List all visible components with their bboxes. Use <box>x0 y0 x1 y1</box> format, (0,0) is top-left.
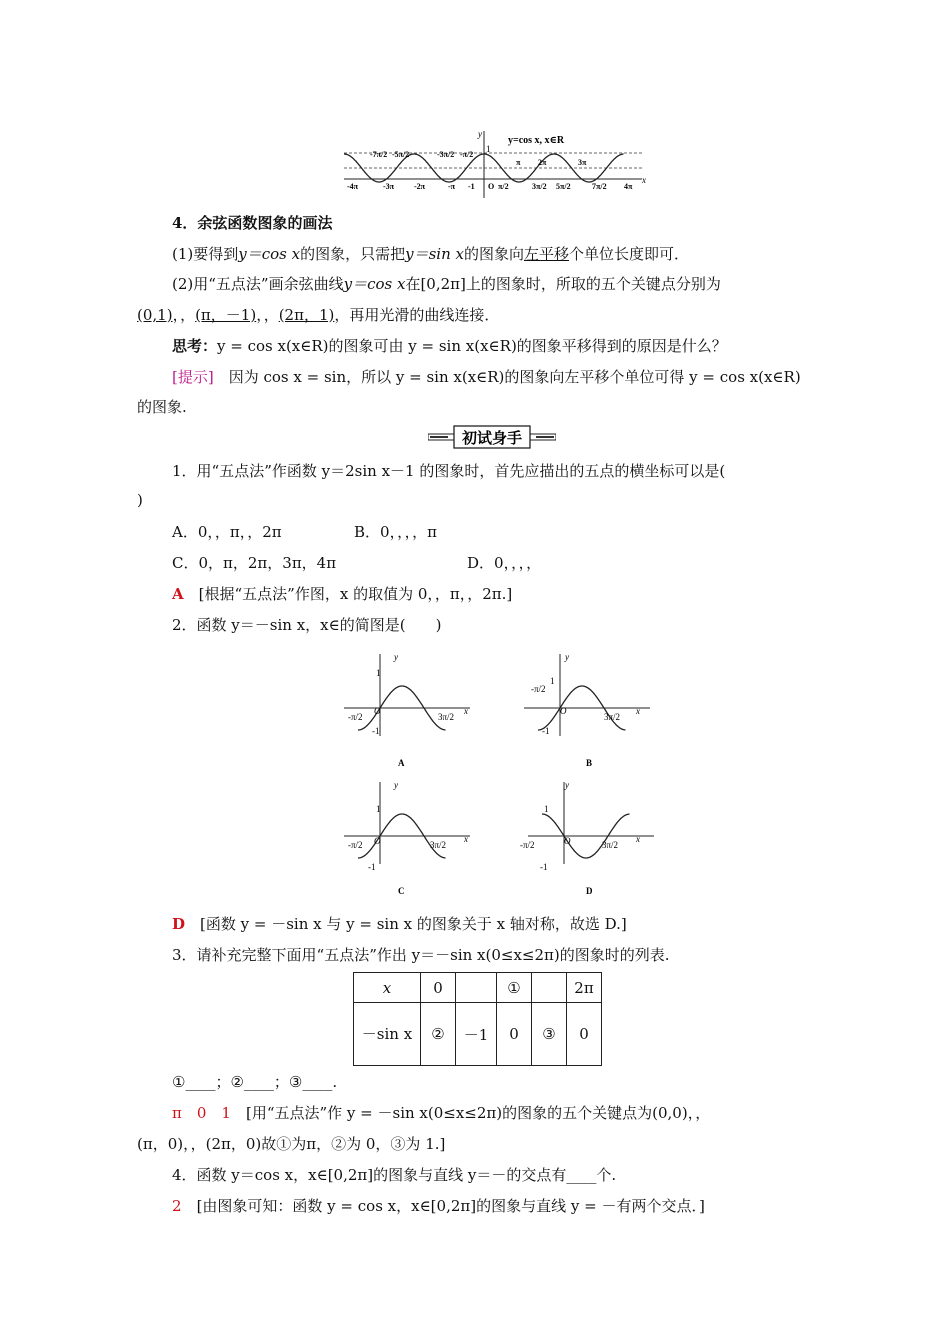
bottom-tick: 5π/2 <box>556 182 571 191</box>
q1-answer: A [根据“五点法”作图，x 的取值为 0，，π，，2π.] <box>172 585 513 603</box>
graph-d-three-pi-half: 3π/2 <box>602 840 619 850</box>
table-cell <box>456 973 497 1003</box>
q3-blanks: ①____；②____；③____. <box>172 1073 338 1091</box>
x-axis-label: x <box>642 175 646 185</box>
graph-c-three-pi-half: 3π/2 <box>430 840 447 850</box>
table-cell: ① <box>497 973 532 1003</box>
graph-c-one: 1 <box>376 804 381 814</box>
graph-c-y-label: y <box>394 780 398 790</box>
bottom-tick: -1 <box>468 182 475 191</box>
graph-d-neg-pi-half: -π/2 <box>520 840 535 850</box>
q2-stem: 2．函数 y＝－sin x，x∈的简图是( ) <box>172 616 442 634</box>
table-cell: ② <box>421 1003 456 1066</box>
table-cell: 2π <box>567 973 602 1003</box>
banner-title: 初试身手 <box>461 429 523 447</box>
q4-answer: 2 [由图象可知：函数 y = cos x，x∈[0,2π]的图象与直线 y = －有两个交点．] <box>172 1197 705 1215</box>
table-cell <box>532 973 567 1003</box>
graph-a-origin: O <box>374 706 381 716</box>
bottom-tick: 3π/2 <box>532 182 547 191</box>
table-cell: 0 <box>497 1003 532 1066</box>
q1-stem-end: ) <box>137 491 143 509</box>
cosine-graph-title: y=cos x, x∈R <box>508 135 565 146</box>
q2-answer: D [函数 y = －sin x 与 y = sin x 的图象关于 x 轴对称，故选 D.] <box>172 915 627 933</box>
top-tick: π <box>516 158 521 167</box>
bottom-tick: -π <box>448 182 456 191</box>
bottom-tick: O <box>488 182 495 191</box>
graph-b-label: B <box>586 758 593 768</box>
hint-line: [提示] 因为 cos x = sin，所以 y = sin x(x∈R)的图象向左平移个单位可得 y = cos x(x∈R) <box>172 368 801 386</box>
graph-c-x-label: x <box>464 834 468 844</box>
y-axis-label: y <box>478 129 482 139</box>
graph-a-x-label: x <box>464 706 468 716</box>
graph-b-three-pi-half: 3π/2 <box>604 712 621 722</box>
bottom-tick: 7π/2 <box>592 182 607 191</box>
graph-b-x-label: x <box>636 706 640 716</box>
section-heading: 4．余弦函数图象的画法 <box>172 214 333 232</box>
think-question: 思考：y = cos x(x∈R)的图象可由 y = sin x(x∈R)的图象平移得到的原因是什么？ <box>172 337 727 355</box>
table-cell: －sin x <box>354 1003 421 1066</box>
top-tick: -3π/2 <box>437 150 455 159</box>
table-cell: 0 <box>421 973 456 1003</box>
bottom-tick: -3π <box>383 182 395 191</box>
paragraph-2: (2)用“五点法”画余弦曲线y＝cos x在[0,2π]上的图象时，所取的五个关键点分别为 <box>172 275 721 293</box>
graph-d-y-label: y <box>565 780 569 790</box>
graph-b-origin: O <box>560 706 567 716</box>
cosine-graph-figure <box>342 128 648 200</box>
bottom-tick: -4π <box>347 182 359 191</box>
bottom-tick: -2π <box>414 182 426 191</box>
q3-answer-2: (π，0)，，(2π，0)故①为π，②为 0，③为 1.] <box>137 1135 446 1153</box>
graph-d-one: 1 <box>544 804 549 814</box>
graph-d-origin: O <box>564 836 571 846</box>
one-label: 1 <box>486 144 491 154</box>
graph-c-neg-one: -1 <box>368 862 376 872</box>
answer-underlined: 左平移 <box>523 245 569 263</box>
table-cell: 0 <box>567 1003 602 1066</box>
table-cell: x <box>354 973 421 1003</box>
q1-option-a: A．0，，π，，2π <box>172 523 282 541</box>
q1-option-c: C．0，π，2π，3π，4π <box>172 554 337 572</box>
graph-a-neg-one: -1 <box>372 726 380 736</box>
q1-option-b: B．0，，，，π <box>354 523 437 541</box>
paragraph-3: (0,1)，，(π，－1)，，(2π，1)，再用光滑的曲线连接． <box>137 306 500 324</box>
table-cell: －1 <box>456 1003 497 1066</box>
table-row <box>354 1003 602 1066</box>
graph-a-y-label: y <box>394 652 398 662</box>
section-banner <box>428 425 556 449</box>
graph-a-neg-pi-half: -π/2 <box>348 712 363 722</box>
graph-a-label: A <box>398 758 405 768</box>
graph-a-one: 1 <box>376 668 381 678</box>
graph-b-neg-one: -1 <box>542 726 550 736</box>
five-point-table <box>353 972 602 1066</box>
graph-b-neg-pi-half: -π/2 <box>531 684 546 694</box>
q1-option-d: D．0，，，， <box>467 554 542 572</box>
graph-c-origin: O <box>374 836 381 846</box>
graph-d-x-label: x <box>636 834 640 844</box>
hint-line-2: 的图象. <box>137 398 187 416</box>
q3-answer: π 0 1 [用“五点法”作 y = －sin x(0≤x≤2π)的图象的五个关键点为(0,0)，， <box>172 1104 711 1122</box>
q3-stem: 3．请补充完整下面用“五点法”作出 y＝－sin x(0≤x≤2π)的图象时的列表. <box>172 946 670 964</box>
graph-c-neg-pi-half: -π/2 <box>348 840 363 850</box>
top-tick: -7π/2 <box>370 150 388 159</box>
graph-a-three-pi-half: 3π/2 <box>438 712 455 722</box>
top-tick: 3π <box>578 158 587 167</box>
graph-c-label: C <box>398 886 405 896</box>
graph-b-y-label: y <box>565 652 569 662</box>
table-cell: ③ <box>532 1003 567 1066</box>
q2-graphs <box>338 648 654 900</box>
top-tick: -π/2 <box>460 150 474 159</box>
top-tick: 2π <box>538 158 547 167</box>
top-tick: -5π/2 <box>392 150 410 159</box>
paragraph-1: (1)要得到y＝cos x的图象，只需把y＝sin x的图象向左平移个单位长度即可． <box>172 245 690 263</box>
q4-stem: 4．函数 y＝cos x，x∈[0,2π]的图象与直线 y＝－的交点有____个. <box>172 1166 617 1184</box>
bottom-tick: π/2 <box>498 182 509 191</box>
hint-label: [提示] <box>172 368 214 386</box>
q1-stem: 1．用“五点法”作函数 y＝2sin x－1 的图象时，首先应描出的五点的横坐标可以是( <box>172 462 726 480</box>
graph-b-one: 1 <box>550 676 555 686</box>
graph-d-neg-one: -1 <box>540 862 548 872</box>
graph-d-label: D <box>586 886 593 896</box>
bottom-tick: 4π <box>624 182 633 191</box>
table-row <box>354 973 602 1003</box>
